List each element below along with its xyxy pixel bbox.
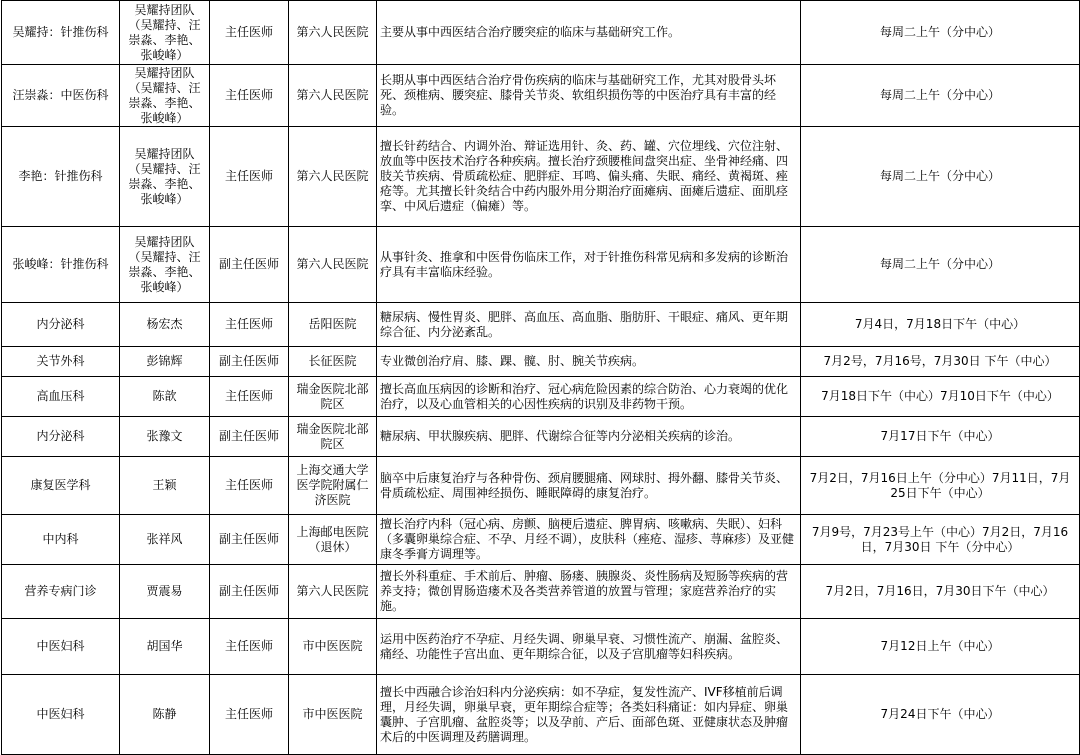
doctor-cell: 杨宏杰 [120, 303, 210, 347]
hospital-cell: 第六人民医院 [289, 127, 377, 227]
specialty-cell: 从事针灸、推拿和中医骨伤临床工作，对于针推伤科常见病和多发病的诊断治疗具有丰富临床经验。 [377, 227, 801, 303]
title-cell: 主任医师 [210, 65, 289, 127]
table-row [2, 377, 1080, 417]
clinic-time-cell: 每周二上午（分中心） [801, 1, 1080, 65]
specialty-cell: 糖尿病、甲状腺疾病、肥胖、代谢综合征等内分泌相关疾病的诊治。 [377, 417, 801, 457]
department-cell: 张峻峰：针推伤科 [2, 227, 120, 303]
doctor-cell: 吴耀持团队 （吴耀持、汪崇淼、李艳、张峻峰） [120, 227, 210, 303]
title-cell: 副主任医师 [210, 227, 289, 303]
hospital-cell: 上海邮电医院（退休） [289, 515, 377, 565]
hospital-cell: 第六人民医院 [289, 565, 377, 619]
hospital-cell: 市中医医院 [289, 675, 377, 755]
department-cell: 中内科 [2, 515, 120, 565]
title-cell: 副主任医师 [210, 515, 289, 565]
title-cell: 副主任医师 [210, 347, 289, 377]
hospital-cell: 瑞金医院北部院区 [289, 377, 377, 417]
table-row [2, 565, 1080, 619]
clinic-time-cell: 7月17日下午（中心） [801, 417, 1080, 457]
clinic-time-cell: 7月4日，7月18日下午（中心） [801, 303, 1080, 347]
department-cell: 康复医学科 [2, 457, 120, 515]
table-row [2, 619, 1080, 675]
doctor-cell: 张豫文 [120, 417, 210, 457]
department-cell: 中医妇科 [2, 619, 120, 675]
table-row [2, 417, 1080, 457]
doctor-cell: 吴耀持团队 （吴耀持、汪崇淼、李艳、张峻峰） [120, 1, 210, 65]
specialty-cell: 擅长中西融合诊治妇科内分泌疾病：如不孕症，复发性流产、IVF移植前后调理，月经失调，卵巢早衰，更年期综合症等；各类妇科痛证：如内异症、卵巢囊肿、子宫肌瘤、盆腔炎等；以及孕前、产后、面部色斑、亚健康状态及肿瘤术后的中医调理及药膳调理。 [377, 675, 801, 755]
clinic-time-cell: 每周二上午（分中心） [801, 65, 1080, 127]
doctor-cell: 王颖 [120, 457, 210, 515]
clinic-time-cell: 7月24日下午（中心） [801, 675, 1080, 755]
hospital-cell: 岳阳医院 [289, 303, 377, 347]
clinic-time-cell: 7月18日下午（中心）7月10日下午（中心） [801, 377, 1080, 417]
title-cell: 副主任医师 [210, 565, 289, 619]
department-cell: 中医妇科 [2, 675, 120, 755]
clinic-time-cell: 7月2号，7月16号，7月30日 下午（中心） [801, 347, 1080, 377]
hospital-cell: 第六人民医院 [289, 1, 377, 65]
hospital-cell: 瑞金医院北部院区 [289, 417, 377, 457]
table-row [2, 515, 1080, 565]
title-cell: 副主任医师 [210, 417, 289, 457]
table-row [2, 227, 1080, 303]
department-cell: 内分泌科 [2, 417, 120, 457]
hospital-cell: 第六人民医院 [289, 227, 377, 303]
doctor-cell: 陈静 [120, 675, 210, 755]
title-cell: 主任医师 [210, 303, 289, 347]
table-row [2, 127, 1080, 227]
specialty-cell: 擅长针药结合、内调外治、辩证选用针、灸、药、罐、穴位埋线、穴位注射、放血等中医技术治疗各种疾病。擅长治疗颈腰椎间盘突出症、坐骨神经痛、四肢关节疾病、骨质疏松症、肥胖症、耳鸣、偏头痛、失眠、痛经、黄褐斑、痤疮等。尤其擅长针灸结合中药内服外用分期治疗面瘫病、面瘫后遗症、面肌痉挛、中风后遗症（偏瘫）等。 [377, 127, 801, 227]
specialty-cell: 脑卒中后康复治疗与各种骨伤、颈肩腰腿痛、网球肘、拇外翻、膝骨关节炎、骨质疏松症、周围神经损伤、睡眠障碍的康复治疗。 [377, 457, 801, 515]
clinic-time-cell: 7月9号，7月23号上午（中心）7月2日，7月16日，7月30日 下午（分中心） [801, 515, 1080, 565]
specialty-cell: 专业微创治疗肩、膝、踝、髋、肘、腕关节疾病。 [377, 347, 801, 377]
specialty-cell: 长期从事中西医结合治疗骨伤疾病的临床与基础研究工作，尤其对股骨头坏死、颈椎病、腰突症、膝骨关节炎、软组织损伤等的中医治疗具有丰富的经验。 [377, 65, 801, 127]
specialty-cell: 主要从事中西医结合治疗腰突症的临床与基础研究工作。 [377, 1, 801, 65]
title-cell: 主任医师 [210, 1, 289, 65]
doctor-cell: 胡国华 [120, 619, 210, 675]
table-row [2, 675, 1080, 755]
department-cell: 汪崇淼：中医伤科 [2, 65, 120, 127]
specialty-cell: 擅长治疗内科（冠心病、房颤、脑梗后遗症、脾胃病、咳嗽病、失眠）、妇科（多囊卵巢综合症、不孕、月经不调），皮肤科（痤疮、湿疹、荨麻疹）及亚健康冬季膏方调理等。 [377, 515, 801, 565]
clinic-time-cell: 7月2日，7月16日，7月30日下午（中心） [801, 565, 1080, 619]
department-cell: 营养专病门诊 [2, 565, 120, 619]
department-cell: 李艳：针推伤科 [2, 127, 120, 227]
table-row [2, 1, 1080, 65]
specialty-cell: 运用中医药治疗不孕症、月经失调、卵巢早衰、习惯性流产、崩漏、盆腔炎、痛经、功能性子宫出血、更年期综合征，以及子宫肌瘤等妇科疾病。 [377, 619, 801, 675]
specialty-cell: 糖尿病、慢性胃炎、肥胖、高血压、高血脂、脂肪肝、干眼症、痛风、更年期综合征、内分泌紊乱。 [377, 303, 801, 347]
hospital-cell: 上海交通大学医学院附属仁济医院 [289, 457, 377, 515]
clinic-time-cell: 7月12日上午（中心） [801, 619, 1080, 675]
title-cell: 主任医师 [210, 457, 289, 515]
department-cell: 内分泌科 [2, 303, 120, 347]
hospital-cell: 市中医医院 [289, 619, 377, 675]
department-cell: 关节外科 [2, 347, 120, 377]
specialty-cell: 擅长高血压病因的诊断和治疗、冠心病危险因素的综合防治、心力衰竭的优化治疗，以及心血管相关的心因性疾病的识别及非药物干预。 [377, 377, 801, 417]
title-cell: 主任医师 [210, 377, 289, 417]
table-row [2, 347, 1080, 377]
table-row [2, 65, 1080, 127]
doctor-cell: 贾震易 [120, 565, 210, 619]
doctor-cell: 陈歆 [120, 377, 210, 417]
clinic-schedule-table [1, 0, 1080, 755]
title-cell: 主任医师 [210, 619, 289, 675]
clinic-time-cell: 每周二上午（分中心） [801, 127, 1080, 227]
department-cell: 高血压科 [2, 377, 120, 417]
doctor-cell: 张祥风 [120, 515, 210, 565]
clinic-time-cell: 每周二上午（分中心） [801, 227, 1080, 303]
doctor-cell: 吴耀持团队 （吴耀持、汪崇淼、李艳、张峻峰） [120, 127, 210, 227]
specialty-cell: 擅长外科重症、手术前后、肿瘤、肠瘘、胰腺炎、炎性肠病及短肠等疾病的营养支持；微创胃肠造瘘术及各类营养管道的放置与管理；家庭营养治疗的实施。 [377, 565, 801, 619]
table-row [2, 457, 1080, 515]
doctor-cell: 彭锦辉 [120, 347, 210, 377]
clinic-time-cell: 7月2日，7月16日上午（分中心）7月11日，7月25日下午（中心） [801, 457, 1080, 515]
hospital-cell: 第六人民医院 [289, 65, 377, 127]
department-cell: 吴耀持：针推伤科 [2, 1, 120, 65]
table-row [2, 303, 1080, 347]
hospital-cell: 长征医院 [289, 347, 377, 377]
title-cell: 主任医师 [210, 675, 289, 755]
doctor-cell: 吴耀持团队 （吴耀持、汪崇淼、李艳、张峻峰） [120, 65, 210, 127]
title-cell: 主任医师 [210, 127, 289, 227]
